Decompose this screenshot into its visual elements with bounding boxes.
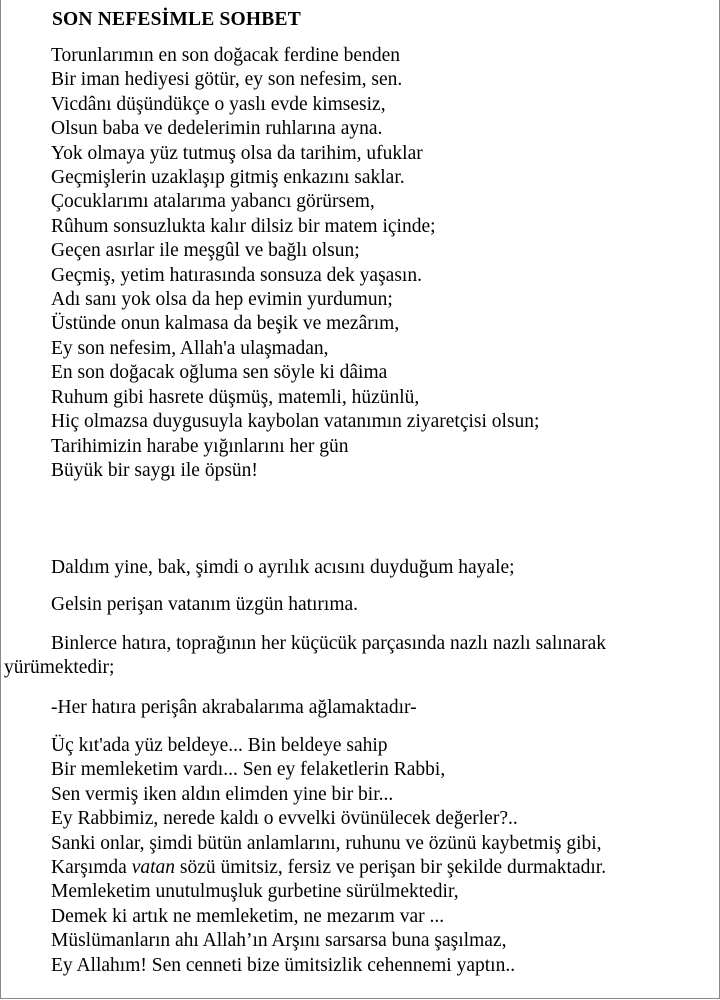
paragraph-gelsin: Gelsin perişan vatanım üzgün hatırıma. — [51, 594, 359, 615]
verse-line: Geçmiş, yetim hatırasında sonsuza dek yaşasın. — [51, 264, 422, 286]
verse-line: Geçmişlerin uzaklaşıp gitmiş enkazını saklar. — [51, 167, 405, 189]
verse-line: Sanki onlar, şimdi bütün anlamlarını, ruhunu ve özünü kaybetmiş gibi, — [51, 832, 602, 854]
verse-line: Ey Rabbimiz, nerede kaldı o evvelki övünülecek değerler?.. — [51, 808, 518, 830]
verse-line: Büyük bir saygı ile öpsün! — [51, 459, 258, 481]
verse-line: Üç kıt'ada yüz beldeye... Bin beldeye sahip — [51, 735, 388, 756]
stanza-two — [51, 734, 606, 978]
paragraph-binlerce: Binlerce hatıra, toprağının her küçücük parçasında nazlı nazlı salınarak yürümektedir; — [4, 633, 606, 678]
verse-line: Ey Allahım! Sen cenneti bize ümitsizlik cehennemi yaptın.. — [51, 954, 516, 976]
verse-line: Tarihimizin harabe yığınlarını her gün — [51, 435, 349, 457]
poem-title: SON NEFESİMLE SOHBET — [52, 9, 301, 30]
verse-line: Hiç olmazsa duygusuyla kaybolan vatanımın ziyaretçisi olsun; — [51, 411, 540, 433]
verse-text: sözü ümitsiz, fersiz ve perişan bir şekilde durmaktadır. — [175, 857, 607, 879]
verse-line: Vicdânı düşündükçe o yaslı evde kimsesiz, — [51, 93, 386, 115]
verse-line: Rûhum sonsuzlukta kalır dilsiz bir matem içinde; — [51, 215, 436, 237]
verse-line: Bir iman hediyesi götür, ey son nefesim, sen. — [51, 69, 403, 91]
verse-line: Ey son nefesim, Allah'a ulaşmadan, — [51, 337, 329, 359]
verse-line-vatan — [51, 856, 606, 880]
verse-line: En son doğacak oğluma sen söyle ki dâima — [51, 362, 388, 384]
verse-line: Bir memleketim vardı... Sen ey felaketlerin Rabbi, — [51, 759, 446, 781]
verse-text: Karşımda — [51, 857, 132, 879]
verse-line: Memleketim unutulmuşluk gurbetine sürülmektedir, — [51, 881, 459, 903]
verse-line: Geçen asırlar ile meşgûl ve bağlı olsun; — [51, 240, 360, 262]
verse-line: Üstünde onun kalmasa da beşik ve mezârım, — [51, 313, 400, 335]
stanza-one — [51, 44, 539, 483]
verse-line: Müslümanların ahı Allah’ın Arşını sarsarsa buna şaşılmaz, — [51, 930, 507, 952]
verse-line: Demek ki artık ne memleketim, ne mezarım var ... — [51, 905, 445, 927]
verse-line: Çocuklarımı atalarıma yabancı görürsem, — [51, 191, 375, 213]
verse-line: Olsun baba ve dedelerimin ruhlarına ayna. — [51, 118, 383, 140]
verse-line: Torunlarımın en son doğacak ferdine benden — [51, 45, 400, 66]
emphasized-word: vatan — [131, 857, 176, 879]
verse-line: Yok olmaya yüz tutmuş olsa da tarihim, ufuklar — [51, 142, 423, 164]
verse-line: Ruhum gibi hasrete düşmüş, matemli, hüzünlü, — [51, 386, 420, 408]
paragraph-her-hatira: -Her hatıra perişân akrabalarıma ağlamaktadır- — [51, 697, 417, 718]
paragraph-daldim: Daldım yine, bak, şimdi o ayrılık acısını duyduğum hayale; — [51, 557, 515, 578]
verse-line: Adı sanı yok olsa da hep evimin yurdumun; — [51, 289, 393, 311]
verse-line: Sen vermiş iken aldın elimden yine bir bir... — [51, 783, 394, 805]
